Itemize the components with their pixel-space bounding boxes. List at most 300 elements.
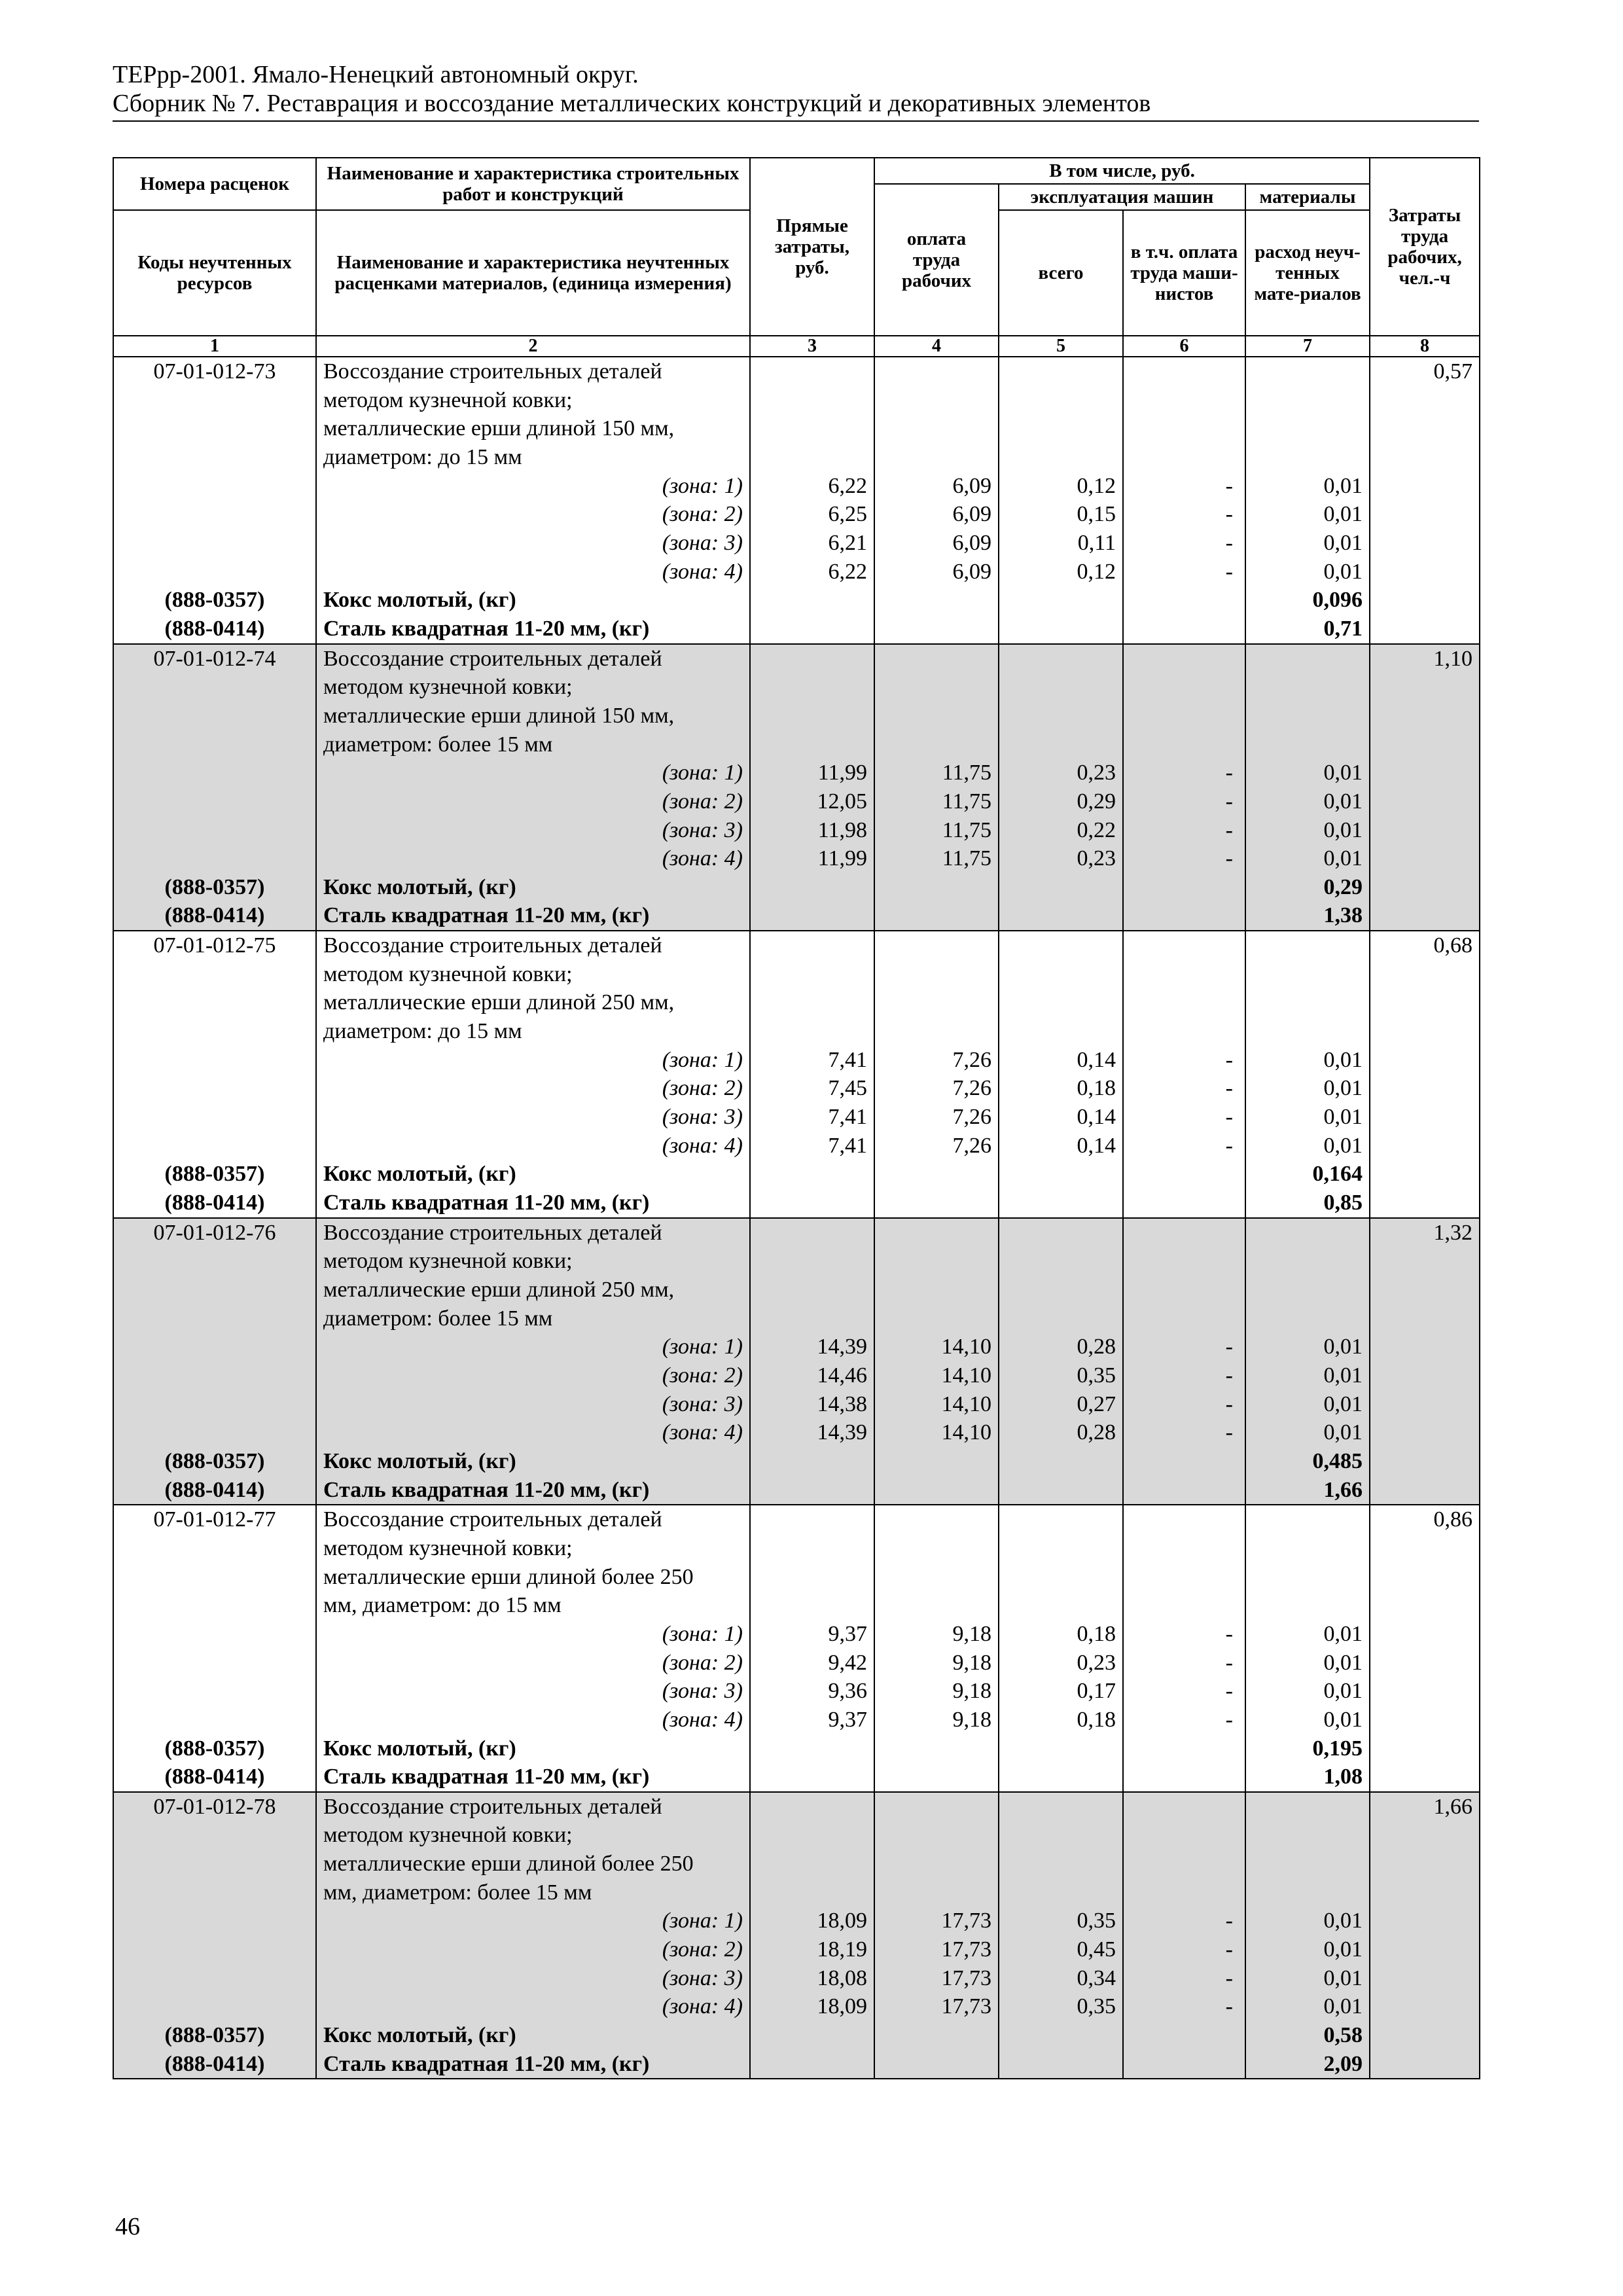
machinists-value: - — [1225, 1937, 1233, 1962]
description-cell — [316, 1505, 750, 1792]
materials-value: 0,01 — [1323, 817, 1363, 842]
description-cell — [316, 357, 750, 644]
table-row — [113, 1218, 1480, 1505]
direct-cost-value: 7,41 — [828, 1133, 867, 1158]
direct-cost-value-cell — [750, 1505, 874, 1792]
direct-cost-value: 7,41 — [828, 1047, 867, 1072]
labor-value: 1,66 — [1433, 1794, 1473, 1819]
machinists-value: - — [1225, 789, 1233, 814]
machines-total-value: 0,45 — [1077, 1937, 1116, 1962]
machinists-value: - — [1225, 817, 1233, 842]
resource-qty: 1,66 — [1323, 1477, 1363, 1502]
resource-code: (888-0357) — [164, 1448, 265, 1473]
materials-value: 0,01 — [1323, 1391, 1363, 1416]
machinists-value: - — [1225, 1335, 1233, 1359]
description-line: Воссоздание строительных деталей — [323, 1507, 662, 1532]
description-line: диаметром: до 15 мм — [323, 1019, 522, 1044]
materials-value: 0,01 — [1323, 1994, 1363, 2019]
wages-value: 11,75 — [942, 817, 991, 842]
machines-total-value: 0,18 — [1077, 1621, 1116, 1646]
wages-value: 6,09 — [952, 473, 991, 498]
page-number: 46 — [115, 2213, 140, 2240]
direct-cost-value: 9,37 — [828, 1621, 867, 1646]
materials-value: 0,01 — [1323, 1621, 1363, 1646]
col-rate-numbers: Номера расценок — [113, 158, 316, 210]
description-line: диаметром: более 15 мм — [323, 1306, 553, 1331]
machines-total-value: 0,11 — [1077, 530, 1116, 555]
header-title: ТЕРрр-2001. Ямало-Ненецкий автономный округ. — [113, 61, 639, 88]
machines-total-value: 0,23 — [1077, 761, 1116, 785]
resource-name: Кокс молотый, (кг) — [323, 588, 516, 613]
direct-cost-value: 18,19 — [817, 1937, 867, 1962]
description-line: методом кузнечной ковки; — [323, 675, 573, 700]
direct-cost-value: 12,05 — [817, 789, 867, 814]
wages-value: 9,18 — [952, 1621, 991, 1646]
description-line: методом кузнечной ковки; — [323, 387, 573, 412]
wages-value: 11,75 — [942, 846, 991, 871]
resource-qty: 0,485 — [1312, 1448, 1363, 1473]
machinists-value-cell — [1123, 931, 1245, 1218]
direct-cost-value: 14,46 — [817, 1363, 867, 1388]
direct-cost-value: 9,42 — [828, 1650, 867, 1675]
labor-cell — [1370, 1505, 1480, 1792]
machinists-value-cell — [1123, 1792, 1245, 2079]
zone-label: (зона: 4) — [662, 1994, 743, 2019]
col-total: всего — [999, 210, 1123, 336]
zone-label: (зона: 3) — [662, 1965, 743, 1990]
col-number: 7 — [1245, 336, 1370, 357]
wages-value: 11,75 — [942, 761, 991, 785]
labor-value: 1,10 — [1433, 646, 1473, 671]
materials-value: 0,01 — [1323, 1650, 1363, 1675]
machinists-value: - — [1225, 1707, 1233, 1732]
materials-value: 0,01 — [1323, 1420, 1363, 1445]
materials-cell — [1245, 1218, 1370, 1505]
description-line: диаметром: до 15 мм — [323, 444, 522, 469]
zone-label: (зона: 1) — [662, 761, 743, 785]
direct-cost-value: 7,41 — [828, 1105, 867, 1130]
machinists-value: - — [1225, 1105, 1233, 1130]
machinists-value: - — [1225, 1621, 1233, 1646]
materials-value: 0,01 — [1323, 789, 1363, 814]
machinists-value: - — [1225, 530, 1233, 555]
labor-value: 1,32 — [1433, 1220, 1473, 1245]
col-number: 6 — [1123, 336, 1245, 357]
materials-value: 0,01 — [1323, 846, 1363, 871]
zone-label: (зона: 1) — [662, 1047, 743, 1072]
resource-name: Сталь квадратная 11-20 мм, (кг) — [323, 616, 650, 641]
resource-code: (888-0414) — [164, 1477, 265, 1502]
wages-value: 14,10 — [941, 1391, 991, 1416]
col-number: 8 — [1370, 336, 1480, 357]
col-number: 3 — [750, 336, 874, 357]
zone-label: (зона: 4) — [662, 559, 743, 584]
wages-value: 14,10 — [941, 1335, 991, 1359]
direct-cost-value-cell — [750, 357, 874, 644]
resource-code: (888-0414) — [164, 1191, 265, 1215]
resource-qty: 0,58 — [1323, 2023, 1363, 2048]
col-number: 5 — [999, 336, 1123, 357]
machines-total-value: 0,23 — [1077, 1650, 1116, 1675]
col-machine-operation: эксплуатация машин — [999, 184, 1245, 210]
materials-value: 0,01 — [1323, 1105, 1363, 1130]
direct-cost-value: 14,39 — [817, 1335, 867, 1359]
table-row — [113, 644, 1480, 931]
resource-name: Сталь квадратная 11-20 мм, (кг) — [323, 903, 650, 928]
resource-code: (888-0357) — [164, 1736, 265, 1761]
rate-code-cell — [113, 644, 316, 931]
description-line: методом кузнечной ковки; — [323, 1249, 573, 1274]
resource-name: Кокс молотый, (кг) — [323, 1448, 516, 1473]
rate-code: 07-01-012-77 — [153, 1507, 276, 1532]
direct-cost-value: 14,38 — [817, 1391, 867, 1416]
col-including: В том числе, руб. — [874, 158, 1370, 184]
description-line: методом кузнечной ковки; — [323, 1535, 573, 1560]
description-line: методом кузнечной ковки; — [323, 1823, 573, 1848]
machinists-value: - — [1225, 1391, 1233, 1416]
direct-cost-value: 6,25 — [828, 502, 867, 527]
zone-label: (зона: 4) — [662, 1133, 743, 1158]
materials-cell — [1245, 931, 1370, 1218]
resource-qty: 0,164 — [1312, 1162, 1363, 1187]
wages-value: 9,18 — [952, 1679, 991, 1704]
machinists-value: - — [1225, 846, 1233, 871]
machines-total-value: 0,12 — [1077, 559, 1116, 584]
zone-label: (зона: 1) — [662, 1621, 743, 1646]
rate-code: 07-01-012-76 — [153, 1220, 276, 1245]
materials-cell — [1245, 644, 1370, 931]
direct-cost-value: 11,99 — [817, 846, 867, 871]
machines-total-value: 0,35 — [1077, 1363, 1116, 1388]
col-wages: оплата труда рабочих — [874, 184, 999, 336]
machinists-value-cell — [1123, 1505, 1245, 1792]
machines-total-value-cell — [999, 1218, 1123, 1505]
description-line: Воссоздание строительных деталей — [323, 646, 662, 671]
direct-cost-value: 6,21 — [828, 530, 867, 555]
labor-cell — [1370, 931, 1480, 1218]
description-line: Воссоздание строительных деталей — [323, 359, 662, 384]
machines-total-value: 0,34 — [1077, 1965, 1116, 1990]
rate-code: 07-01-012-74 — [153, 646, 276, 671]
col-direct-costs: Прямые затраты, руб. — [750, 158, 874, 336]
description-cell — [316, 1792, 750, 2079]
description-line: Воссоздание строительных деталей — [323, 1794, 662, 1819]
machines-total-value-cell — [999, 357, 1123, 644]
machines-total-value: 0,14 — [1077, 1133, 1116, 1158]
machinists-value: - — [1225, 1133, 1233, 1158]
labor-cell — [1370, 1218, 1480, 1505]
col-materials: материалы — [1245, 184, 1370, 210]
machinists-value: - — [1225, 1076, 1233, 1101]
rate-code: 07-01-012-73 — [153, 359, 276, 384]
machines-total-value: 0,35 — [1077, 1909, 1116, 1933]
materials-value: 0,01 — [1323, 530, 1363, 555]
header-subtitle: Сборник № 7. Реставрация и воссоздание металлических конструкций и декоративных элементов — [113, 90, 1151, 117]
zone-label: (зона: 3) — [662, 817, 743, 842]
table-row — [113, 357, 1480, 644]
col-labor: Затраты труда рабочих, чел.-ч — [1370, 158, 1480, 336]
rate-code-cell — [113, 931, 316, 1218]
wages-value: 9,18 — [952, 1707, 991, 1732]
direct-cost-value: 6,22 — [828, 559, 867, 584]
resource-code: (888-0357) — [164, 588, 265, 613]
materials-cell — [1245, 1505, 1370, 1792]
wages-value-cell — [874, 931, 999, 1218]
direct-cost-value: 9,37 — [828, 1707, 867, 1732]
wages-value: 7,26 — [952, 1133, 991, 1158]
machinists-value: - — [1225, 1965, 1233, 1990]
materials-value: 0,01 — [1323, 1133, 1363, 1158]
wages-value: 17,73 — [941, 1994, 991, 2019]
machines-total-value-cell — [999, 1505, 1123, 1792]
rate-code-cell — [113, 1505, 316, 1792]
direct-cost-value-cell — [750, 1792, 874, 2079]
materials-value: 0,01 — [1323, 761, 1363, 785]
page-header — [113, 60, 1479, 122]
machinists-value-cell — [1123, 1218, 1245, 1505]
machinists-value: - — [1225, 761, 1233, 785]
description-line: металлические ерши длиной более 250 — [323, 1564, 694, 1589]
description-line: металлические ерши длиной 150 мм, — [323, 416, 675, 441]
wages-value: 6,09 — [952, 559, 991, 584]
description-line: мм, диаметром: более 15 мм — [323, 1880, 592, 1905]
col-number: 4 — [874, 336, 999, 357]
machinists-value: - — [1225, 1047, 1233, 1072]
col-incl-machinists: в т.ч. оплата труда маши-нистов — [1123, 210, 1245, 336]
direct-cost-value: 6,22 — [828, 473, 867, 498]
machinists-value-cell — [1123, 644, 1245, 931]
machines-total-value: 0,23 — [1077, 846, 1116, 871]
resource-name: Сталь квадратная 11-20 мм, (кг) — [323, 1765, 650, 1789]
machinists-value: - — [1225, 502, 1233, 527]
labor-value: 0,86 — [1433, 1507, 1473, 1532]
machines-total-value: 0,14 — [1077, 1105, 1116, 1130]
rate-code-cell — [113, 1218, 316, 1505]
resource-name: Кокс молотый, (кг) — [323, 874, 516, 899]
labor-cell — [1370, 357, 1480, 644]
description-line: методом кузнечной ковки; — [323, 961, 573, 986]
description-line: металлические ерши длиной более 250 — [323, 1852, 694, 1876]
zone-label: (зона: 2) — [662, 1937, 743, 1962]
direct-cost-value-cell — [750, 1218, 874, 1505]
direct-cost-value: 7,45 — [828, 1076, 867, 1101]
wages-value-cell — [874, 1505, 999, 1792]
resource-code: (888-0414) — [164, 616, 265, 641]
resource-code: (888-0357) — [164, 2023, 265, 2048]
rate-code: 07-01-012-75 — [153, 933, 276, 958]
description-cell — [316, 931, 750, 1218]
description-line: Воссоздание строительных деталей — [323, 933, 662, 958]
wages-value: 7,26 — [952, 1047, 991, 1072]
zone-label: (зона: 2) — [662, 789, 743, 814]
resource-qty: 0,85 — [1323, 1191, 1363, 1215]
direct-cost-value: 14,39 — [817, 1420, 867, 1445]
materials-value: 0,01 — [1323, 1909, 1363, 1933]
wages-value: 17,73 — [941, 1965, 991, 1990]
resource-code: (888-0414) — [164, 2051, 265, 2076]
description-line: металлические ерши длиной 150 мм, — [323, 703, 675, 728]
col-name-work: Наименование и характеристика строительных работ и конструкций — [316, 158, 750, 210]
labor-value: 0,68 — [1433, 933, 1473, 958]
materials-value: 0,01 — [1323, 559, 1363, 584]
resource-qty: 0,096 — [1312, 588, 1363, 613]
resource-qty: 1,08 — [1323, 1765, 1363, 1789]
col-number: 1 — [113, 336, 316, 357]
rate-code-cell — [113, 1792, 316, 2079]
table-row — [113, 931, 1480, 1218]
table-head — [113, 158, 1480, 357]
materials-value: 0,01 — [1323, 473, 1363, 498]
resource-qty: 0,29 — [1323, 874, 1363, 899]
machines-total-value: 0,28 — [1077, 1335, 1116, 1359]
machines-total-value: 0,27 — [1077, 1391, 1116, 1416]
zone-label: (зона: 3) — [662, 1105, 743, 1130]
wages-value: 17,73 — [941, 1909, 991, 1933]
wages-value: 9,18 — [952, 1650, 991, 1675]
rates-table — [113, 157, 1480, 2079]
wages-value: 7,26 — [952, 1076, 991, 1101]
resource-name: Кокс молотый, (кг) — [323, 1162, 516, 1187]
wages-value: 11,75 — [942, 789, 991, 814]
direct-cost-value: 18,09 — [817, 1994, 867, 2019]
machinists-value: - — [1225, 1420, 1233, 1445]
resource-name: Кокс молотый, (кг) — [323, 1736, 516, 1761]
resource-name: Сталь квадратная 11-20 мм, (кг) — [323, 1191, 650, 1215]
machines-total-value: 0,17 — [1077, 1679, 1116, 1704]
description-line: металлические ерши длиной 250 мм, — [323, 990, 675, 1015]
machinists-value: - — [1225, 1650, 1233, 1675]
wages-value: 7,26 — [952, 1105, 991, 1130]
description-line: металлические ерши длиной 250 мм, — [323, 1278, 675, 1302]
materials-value: 0,01 — [1323, 1047, 1363, 1072]
machines-total-value: 0,14 — [1077, 1047, 1116, 1072]
zone-label: (зона: 3) — [662, 1679, 743, 1704]
materials-cell — [1245, 1792, 1370, 2079]
machinists-value: - — [1225, 473, 1233, 498]
zone-label: (зона: 2) — [662, 1650, 743, 1675]
machines-total-value-cell — [999, 644, 1123, 931]
machines-total-value: 0,15 — [1077, 502, 1116, 527]
rate-code-cell — [113, 357, 316, 644]
description-line: мм, диаметром: до 15 мм — [323, 1593, 562, 1618]
materials-cell — [1245, 357, 1370, 644]
resource-code: (888-0357) — [164, 874, 265, 899]
resource-name: Сталь квадратная 11-20 мм, (кг) — [323, 2051, 650, 2076]
materials-value: 0,01 — [1323, 1707, 1363, 1732]
machinists-value: - — [1225, 1994, 1233, 2019]
materials-value: 0,01 — [1323, 1335, 1363, 1359]
resource-qty: 0,71 — [1323, 616, 1363, 641]
resource-code: (888-0414) — [164, 903, 265, 928]
machines-total-value: 0,18 — [1077, 1076, 1116, 1101]
description-cell — [316, 644, 750, 931]
rate-code: 07-01-012-78 — [153, 1794, 276, 1819]
labor-cell — [1370, 644, 1480, 931]
machines-total-value: 0,18 — [1077, 1707, 1116, 1732]
zone-label: (зона: 3) — [662, 1391, 743, 1416]
direct-cost-value: 11,99 — [817, 761, 867, 785]
wages-value-cell — [874, 644, 999, 931]
resource-qty: 2,09 — [1323, 2051, 1363, 2076]
wages-value: 17,73 — [941, 1937, 991, 1962]
col-name-materials: Наименование и характеристика неучтенных расценками материалов, (единица измерения) — [316, 210, 750, 336]
zone-label: (зона: 1) — [662, 473, 743, 498]
resource-qty: 0,195 — [1312, 1736, 1363, 1761]
description-line: Воссоздание строительных деталей — [323, 1220, 662, 1245]
zone-label: (зона: 2) — [662, 1076, 743, 1101]
description-cell — [316, 1218, 750, 1505]
wages-value: 14,10 — [941, 1420, 991, 1445]
col-number: 2 — [316, 336, 750, 357]
materials-value: 0,01 — [1323, 1679, 1363, 1704]
wages-value: 6,09 — [952, 530, 991, 555]
column-numbers-row — [113, 336, 1480, 357]
direct-cost-value: 18,09 — [817, 1909, 867, 1933]
machinists-value: - — [1225, 559, 1233, 584]
machinists-value-cell — [1123, 357, 1245, 644]
resource-code: (888-0357) — [164, 1162, 265, 1187]
materials-value: 0,01 — [1323, 502, 1363, 527]
machinists-value: - — [1225, 1363, 1233, 1388]
materials-value: 0,01 — [1323, 1076, 1363, 1101]
labor-cell — [1370, 1792, 1480, 2079]
zone-label: (зона: 4) — [662, 846, 743, 871]
header-rule — [113, 120, 1479, 122]
materials-value: 0,01 — [1323, 1937, 1363, 1962]
col-unaccounted-use: расход неуч-тенных мате-риалов — [1245, 210, 1370, 336]
zone-label: (зона: 1) — [662, 1335, 743, 1359]
zone-label: (зона: 2) — [662, 502, 743, 527]
direct-cost-value: 18,08 — [817, 1965, 867, 1990]
materials-value: 0,01 — [1323, 1965, 1363, 1990]
zone-label: (зона: 3) — [662, 530, 743, 555]
wages-value-cell — [874, 1218, 999, 1505]
labor-value: 0,57 — [1433, 359, 1473, 384]
direct-cost-value-cell — [750, 931, 874, 1218]
table-body — [113, 357, 1480, 2079]
resource-qty: 1,38 — [1323, 903, 1363, 928]
machines-total-value-cell — [999, 1792, 1123, 2079]
direct-cost-value-cell — [750, 644, 874, 931]
wages-value-cell — [874, 357, 999, 644]
wages-value-cell — [874, 1792, 999, 2079]
zone-label: (зона: 4) — [662, 1707, 743, 1732]
wages-value: 14,10 — [941, 1363, 991, 1388]
machines-total-value: 0,29 — [1077, 789, 1116, 814]
zone-label: (зона: 4) — [662, 1420, 743, 1445]
col-codes: Коды неучтенных ресурсов — [113, 210, 316, 336]
resource-name: Кокс молотый, (кг) — [323, 2023, 516, 2048]
materials-value: 0,01 — [1323, 1363, 1363, 1388]
machinists-value: - — [1225, 1679, 1233, 1704]
description-line: диаметром: более 15 мм — [323, 732, 553, 757]
table-row — [113, 1505, 1480, 1792]
zone-label: (зона: 2) — [662, 1363, 743, 1388]
wages-value: 6,09 — [952, 502, 991, 527]
resource-name: Сталь квадратная 11-20 мм, (кг) — [323, 1477, 650, 1502]
resource-code: (888-0414) — [164, 1765, 265, 1789]
table-row — [113, 1792, 1480, 2079]
direct-cost-value: 11,98 — [817, 817, 867, 842]
machines-total-value-cell — [999, 931, 1123, 1218]
machines-total-value: 0,35 — [1077, 1994, 1116, 2019]
machinists-value: - — [1225, 1909, 1233, 1933]
direct-cost-value: 9,36 — [828, 1679, 867, 1704]
machines-total-value: 0,28 — [1077, 1420, 1116, 1445]
zone-label: (зона: 1) — [662, 1909, 743, 1933]
machines-total-value: 0,12 — [1077, 473, 1116, 498]
machines-total-value: 0,22 — [1077, 817, 1116, 842]
